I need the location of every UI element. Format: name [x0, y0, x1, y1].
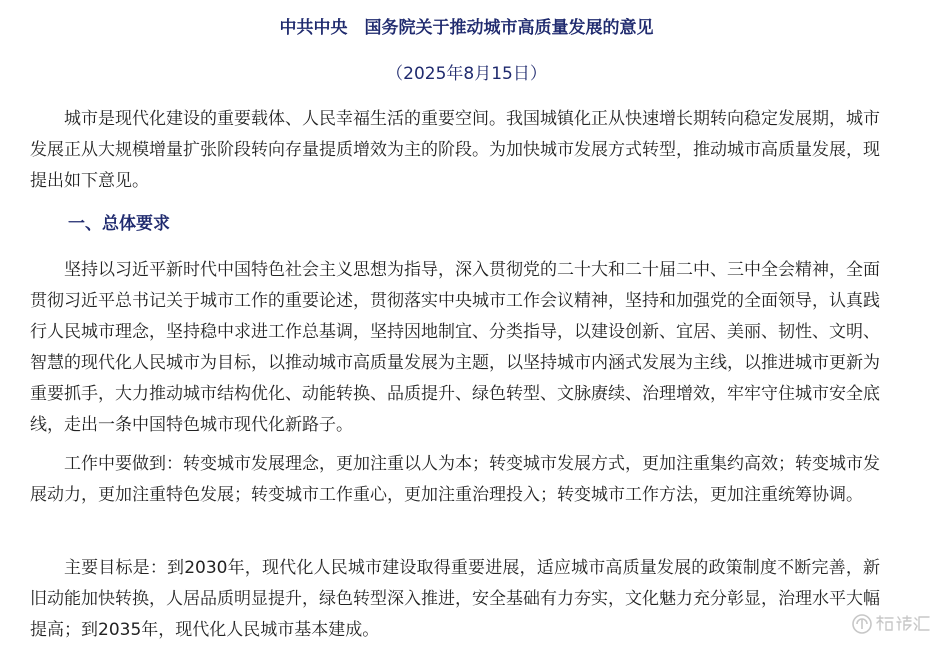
body-paragraph-main-targets: 主要目标是：到2030年，现代化人民城市建设取得重要进展，适应城市高质量发展的政策制度不断完善，新旧动能加快转换，人居品质明显提升，绿色转型深入推进，安全基础有力夯实，文化魅力充分彰显，治理水平大幅提高；到2035年，现代化人民城市基本建成。: [30, 558, 880, 640]
body-paragraph-guiding-principles: 坚持以习近平新时代中国特色社会主义思想为指导，深入贯彻党的二十大和二十届二中、三中全会精神，全面贯彻习近平总书记关于城市工作的重要论述，贯彻落实中央城市工作会议精神，坚持和加强党的全面领导，认真践行人民城市理念，坚持稳中求进工作总基调，坚持因地制宜、分类指导，以建设创新、宜居、美丽、韧性、文明、智慧的现代化人民城市为目标，以推动城市高质量发展为主题，以坚持城市内涵式发展为主线，以推进城市更新为重要抓手，大力推动城市结构优化、动能转换、品质提升、绿色转型、文脉赓续、治理增效，牢牢守住城市安全底线，走出一条中国特色城市现代化新路子。: [30, 260, 880, 435]
intro-paragraph: 城市是现代化建设的重要载体、人民幸福生活的重要空间。我国城镇化正从快速增长期转向稳定发展期，城市发展正从大规模增量扩张阶段转向存量提质增效为主的阶段。为加快城市发展方式转型，推动城市高质量发展，现提出如下意见。: [30, 109, 880, 191]
document-date: （2025年8月15日）: [386, 64, 547, 84]
gelonghui-watermark: [850, 611, 930, 637]
watermark-wordmark-glyphs: [877, 616, 929, 630]
document-title: 中共中央 国务院关于推动城市高质量发展的意见: [279, 18, 654, 38]
gelonghui-logo-icon: [853, 615, 871, 633]
body-paragraph-work-requirements: 工作中要做到：转变城市发展理念，更加注重以人为本；转变城市发展方式，更加注重集约高效；转变城市发展动力，更加注重特色发展；转变城市工作重心，更加注重治理投入；转变城市工作方法，更加注重统筹协调。: [30, 454, 880, 505]
section-heading: 一、总体要求: [68, 214, 170, 234]
